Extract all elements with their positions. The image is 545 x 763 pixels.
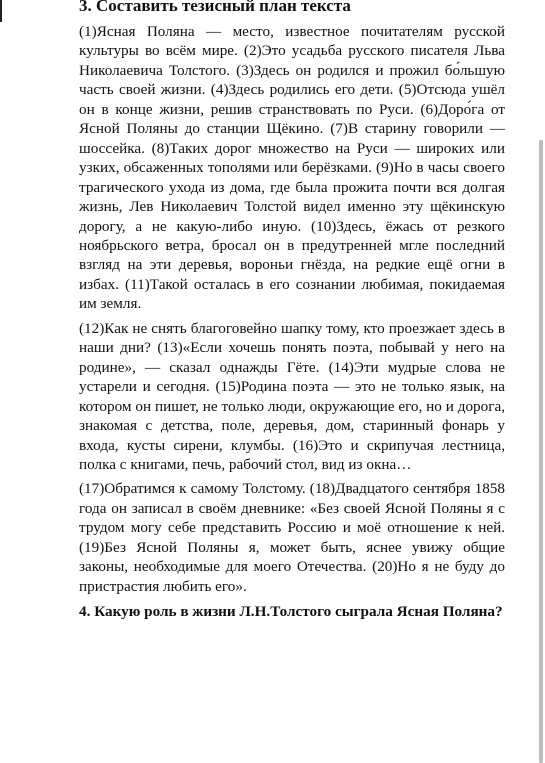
scrollbar-thumb[interactable] (539, 140, 543, 763)
text-paragraph-2: (12)Как не снять благоговейно шапку тому, кто проезжает здесь в наши дни? (13)«Если хочешь понять поэта, побывай у него на родине», — сказал однажды Гёте. (14)Эти мудрые слова не устарели и сегодня. (15)Родина поэта — это не только язык, на котором он пишет, не только люди, окружающие его, но и дорога, знакомая с детства, поле, деревья, дом, старинный фонарь у входа, кусты сирени, клумбы. (16)Это и скрипучая лестница, полка с книгами, печь, рабочий стол, вид из окна… (79, 319, 505, 473)
text-paragraph-3: (17)Обратимся к самому Толстому. (18)Двадцатого сентября 1858 года он записал в своём дневнике: «Без своей Ясной Поляны я с трудом могу себе представить Россию и моё отношение к ней. (19)Без Ясной Поляны я, может быть, яснее увижу общие законы, необходимые для моего Отечества. (20)Но я не буду до пристрастия любить его». (79, 480, 505, 595)
task-4-question: 4. Какую роль в жизни Л.Н.Толстого сыграла Ясная Поляна? (79, 603, 503, 621)
left-edge-line (0, 0, 2, 22)
document-content (79, 0, 505, 622)
text-paragraph-1: (1)Ясная Поляна — место, известное почитателям русской культуры во всём мире. (2)Это усадьба русского писателя Льва Николаевича Толстого. (3)Здесь он родился и прожил бо́льшую часть своей жизни. (4)Здесь родились его дети. (5)Отсюда ушёл он в конце жизни, решив странствовать по Руси. (6)Доро́га от Ясной Поляны до станции Щёкино. (7)В старину говорили — шоссейка. (8)Таких дорог множество на Руси — широких или узких, обсаженных тополями или берёзками. (9)Но в часы своего трагического ухода из дома, где была прожита почти вся долгая жизнь, Лев Николаевич Толстой видел именно эту щёкинскую дорогу, а не какую-либо иную. (10)Здесь, ёжась от резкого ноябрьского ветра, бросал он в предутренней мгле последний взгляд на эти деревья, вороньи гнёзда, на редкие ещё огни в избах. (11)Такой осталась в его сознании любимая, покидаемая им земля. (79, 23, 505, 313)
task-3-heading: 3. Составить тезисный план текста (79, 0, 351, 15)
